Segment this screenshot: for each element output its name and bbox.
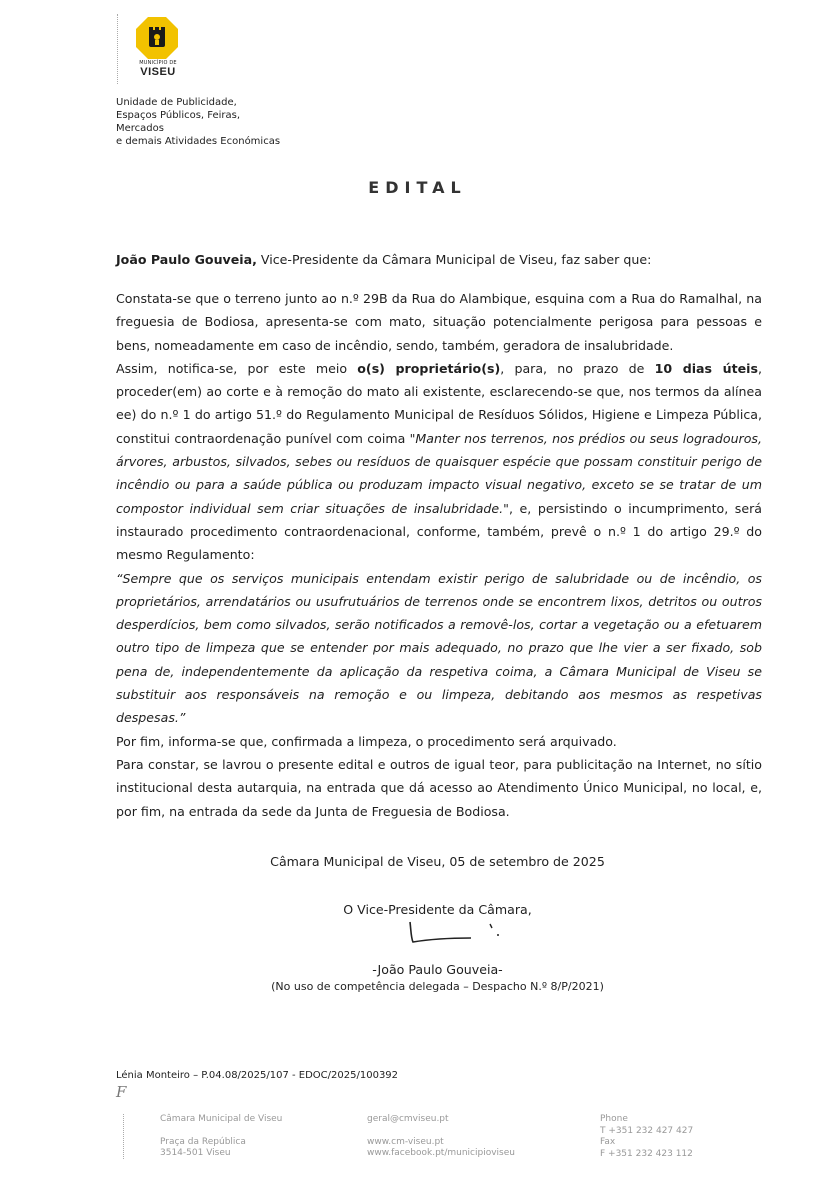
paragraph-finding: Constata-se que o terreno junto ao n.º 29B da Rua do Alambique, esquina com a Rua do Ramalhal, na freguesia de Bodiosa, apresenta-se com mato, situação potencialmente perigosa para pessoas e bens, nomeadamente em caso de incêndio, sendo, também, geradora de insalubridade.: [116, 291, 762, 353]
edital-body: [116, 287, 762, 823]
unit-name: Unidade de Publicidade, Espaços Públicos, Feiras, Mercados e demais Atividades Económicas: [116, 97, 281, 147]
issuer-name: João Paulo Gouveia,: [116, 252, 257, 267]
signature-role: O Vice-Presidente da Câmara,: [343, 902, 532, 917]
date-line: Câmara Municipal de Viseu, 05 de setembro de 2025: [270, 854, 605, 869]
footer-divider: [123, 1114, 124, 1159]
header-divider: [117, 14, 118, 84]
delegation-note: (No uso de competência delegada – Despacho N.º 8/P/2021): [271, 980, 604, 993]
regulation-article-quote: “Sempre que os serviços municipais entendam existir perigo de salubridade ou de incêndio, os proprietários, arrendatários ou usufrutuários de terrenos onde se encontrem lixos, detritos ou outros desperdícios, bem como silvados, serão notificados a removê-los, cortar a vegetação ou a efetuarem outro tipo de limpeza que se entender por mais adequado, no prazo que lhe vier a ser fixado, sob pena de, independentemente da aplicação da respetiva coima, a Câmara Municipal de Viseu se substituir aos responsáveis na remoção e ou limpeza, debitando aos mesmos as respetivas despesas.”: [116, 570, 762, 726]
page-title: EDITAL: [368, 178, 467, 197]
email-link[interactable]: geral@cmviseu.pt: [367, 1114, 449, 1124]
handwritten-initial: F: [116, 1083, 127, 1101]
intro-line: João Paulo Gouveia, Vice-Presidente da Câmara Municipal de Viseu, faz saber que:: [116, 252, 652, 267]
document-reference: Lénia Monteiro – P.04.08/2025/107 - EDOC/2025/100392: [116, 1070, 399, 1081]
paragraph-closure: Por fim, informa-se que, confirmada a limpeza, o procedimento será arquivado.: [116, 733, 617, 749]
paragraph-publication: Para constar, se lavrou o presente edital e outros de igual teor, para publicitação na Internet, no sítio institucional desta autarquia, na entrada que dá acesso ao Atendimento Único Municipal, no local, e, por fim, na entrada da sede da Junta de Freguesia de Bodiosa.: [116, 756, 762, 819]
footer-contacts: [367, 1114, 515, 1160]
footer-phone: Phone T +351 232 427 427 Fax F +351 232 423 112: [600, 1114, 694, 1159]
website-link[interactable]: www.cm-viseu.pt: [367, 1136, 444, 1147]
signatory-name: -João Paulo Gouveia-: [372, 962, 503, 977]
handwritten-signature: [405, 918, 505, 948]
viseu-logo-icon: [135, 16, 179, 60]
logo-name: VISEU: [140, 66, 176, 78]
regulation-quote: "Manter nos terrenos, nos prédios ou seus logradouros, árvores, arbustos, silvados, sebes ou resíduos de quaisquer espécie que possam constituir perigo de incêndio ou para a saúde pública ou produzam impacto visual negativo, exceto se se tratar de um compostor individual sem criar situações de insalubridade.": [116, 430, 762, 516]
logo-label: MUNICÍPIO DE: [139, 60, 177, 66]
footer-address: Câmara Municipal de Viseu Praça da República 3514-501 Viseu: [160, 1114, 283, 1158]
paragraph-notification: Assim, notifica-se, por este meio o(s) proprietário(s), para, no prazo de 10 dias úteis, proceder(em) ao corte e à remoção do mato ali existente, esclarecendo-se que, nos termos da alínea ee) do n.º 1 do artigo 51.º do Regulamento Municipal de Resíduos Sólidos, Higiene e Limpeza Pública, constitui contraordenação punível com coima "Manter nos terrenos, nos prédios ou seus logradouros, árvores, arbustos, silvados, sebes ou resíduos de quaisquer espécie que possam constituir perigo de incêndio ou para a saúde pública ou produzam impacto visual negativo, exceto se se tratar de um compostor individual sem criar situações de insalubridade.", e, persistindo o incumprimento, será instaurado procedimento contraordenacional, conforme, também, prevê o n.º 1 do artigo 29.º do mesmo Regulamento:: [116, 360, 763, 563]
facebook-link[interactable]: www.facebook.pt/municipioviseu: [367, 1148, 515, 1158]
